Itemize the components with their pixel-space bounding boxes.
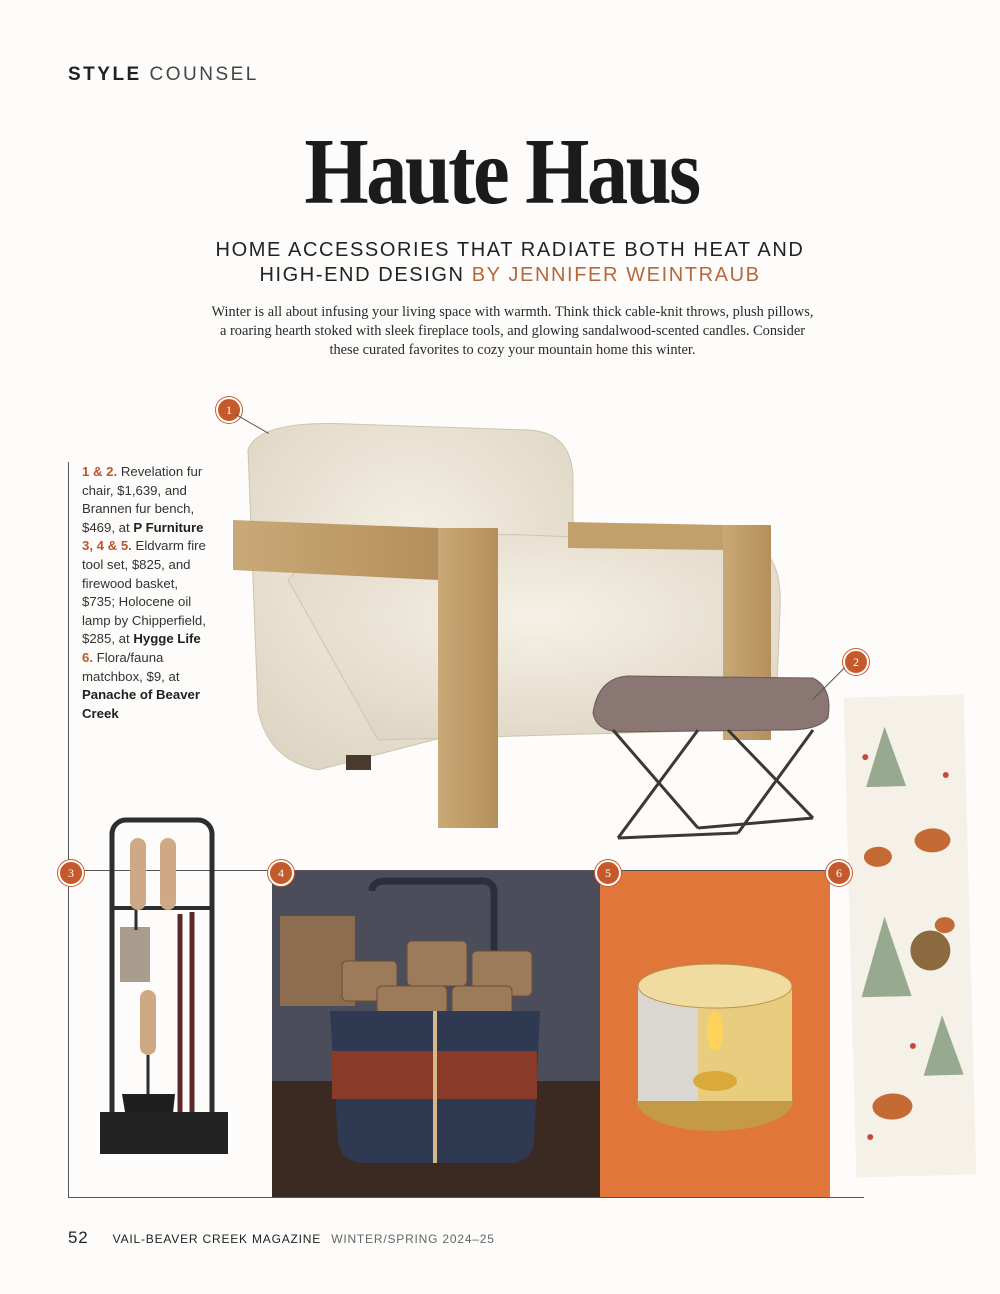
credit-store: P Furniture [133,519,204,535]
page-footer [68,1228,495,1248]
matchbox-photo [844,695,977,1178]
firewood-basket-photo [272,871,600,1197]
credit-store: Hygge Life [133,631,201,647]
fur-bench-photo [588,668,836,848]
intro-paragraph: Winter is all about infusing your living space with warmth. Think thick cable-knit throws, plush pillows, a roaring hearth stoked with sleek fireplace tools, and glowing sandalwood-scented candles. Consider these curated favorites to cozy your mountain home this winter. [211,304,814,358]
subtitle [180,238,840,288]
credit-text: Revelation fur chair, $1,639, and Brannen fur bench, $469, at [82,464,203,535]
section-label-light: COUNSEL [149,64,259,85]
page-number: 52 [68,1228,89,1247]
item-marker: 6 [826,860,852,886]
issue-label: WINTER/SPRING 2024–25 [331,1232,495,1246]
item-marker: 5 [595,860,621,886]
item-marker: 2 [843,649,869,675]
credit-store: Panache of Beaver Creek [82,687,201,721]
item-marker: 4 [268,860,294,886]
credit-text: Eldvarm fire tool set, $825, and firewood basket, $735; Holocene oil lamp by Chipperfield, $285, at [82,538,206,647]
vertical-rule [68,462,69,1198]
oil-lamp-photo [600,871,830,1197]
item-marker: 1 [216,397,242,423]
product-credits [82,463,214,723]
fire-tool-set-photo [100,812,250,1184]
credit-number: 3, 4 & 5. [82,538,132,554]
credit-text: Flora/fauna matchbox, $9, at [82,649,180,684]
subtitle-line2: HIGH-END DESIGN [259,264,465,286]
section-label-bold: STYLE [68,64,142,85]
section-label [68,64,259,86]
credit-number: 1 & 2. [82,464,118,479]
item-marker: 3 [58,860,84,886]
magazine-name: VAIL-BEAVER CREEK MAGAZINE [112,1232,322,1246]
subtitle-line1: HOME ACCESSORIES THAT RADIATE BOTH HEAT AND [215,239,805,261]
page-title: Haute Haus [304,120,699,224]
horizontal-rule [68,1197,864,1198]
credit-number: 6. [82,649,93,665]
byline: BY JENNIFER WEINTRAUB [471,264,761,286]
